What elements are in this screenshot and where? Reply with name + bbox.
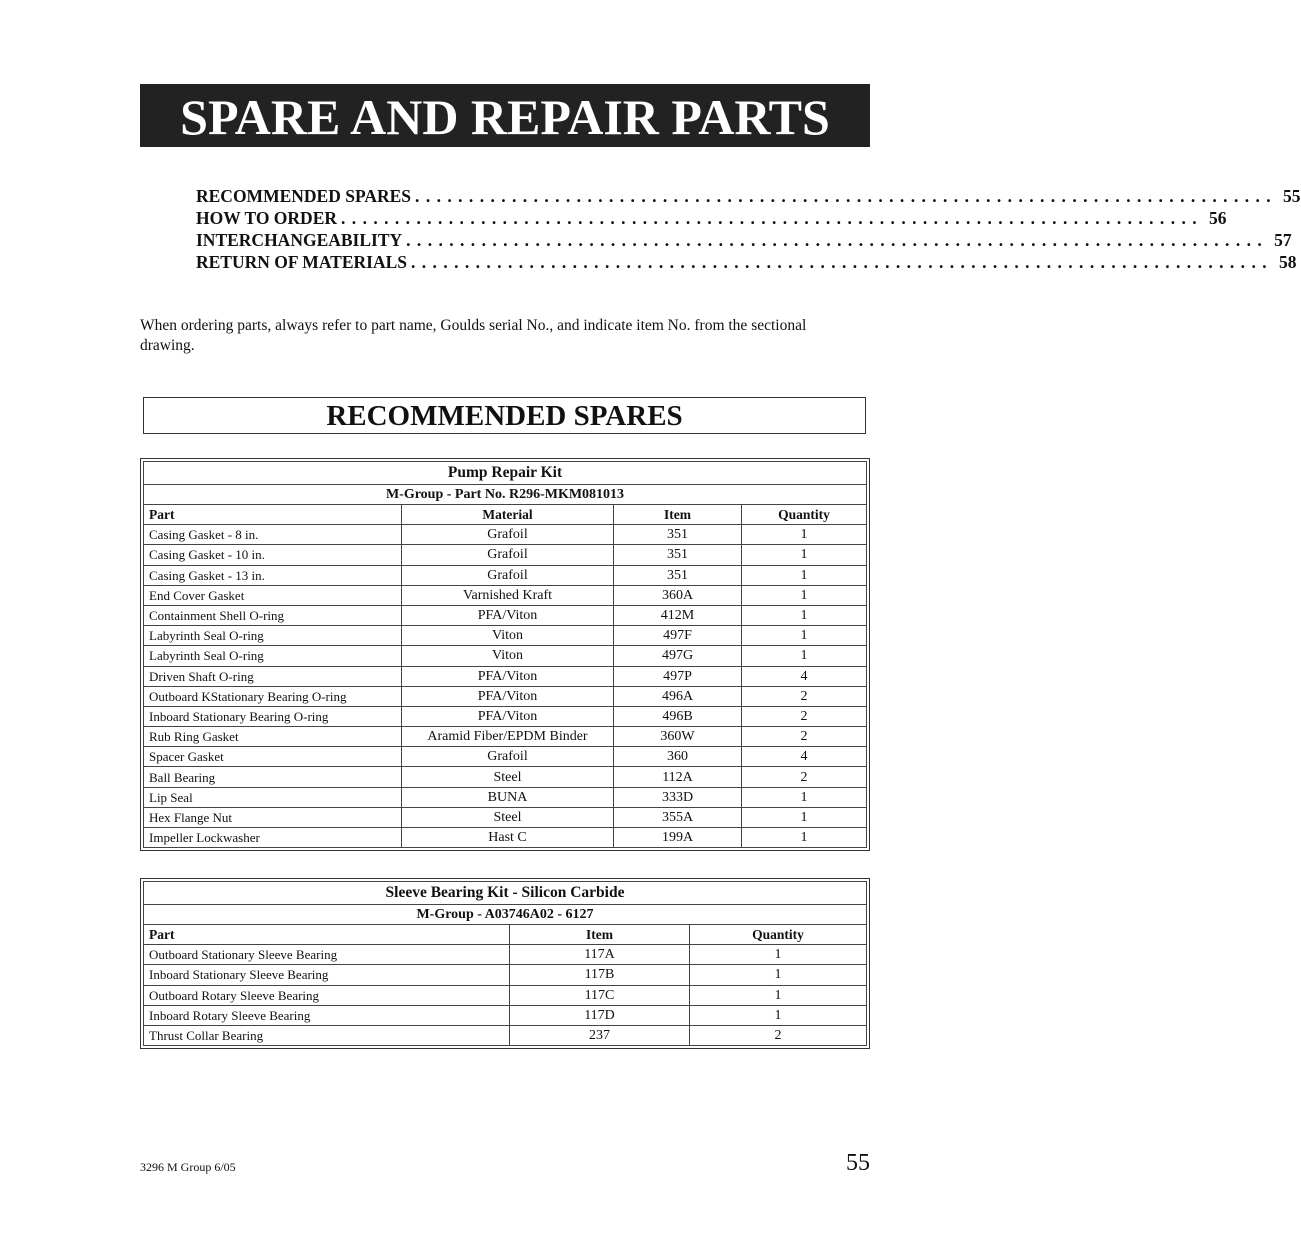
cell-value: 351 xyxy=(614,525,742,545)
cell-value: 2 xyxy=(690,1025,867,1045)
cell-value: 1 xyxy=(742,626,867,646)
cell-part: Inboard Stationary Bearing O-ring xyxy=(144,706,402,726)
cell-value: Hast C xyxy=(402,828,614,848)
table-row xyxy=(144,585,867,605)
toc-entry-page: 58 xyxy=(1279,252,1297,272)
section-heading-box xyxy=(143,397,866,434)
column-header-quantity: Quantity xyxy=(742,505,867,525)
table-row xyxy=(144,747,867,767)
table-row xyxy=(144,646,867,666)
cell-value: Varnished Kraft xyxy=(402,585,614,605)
cell-part: Rub Ring Gasket xyxy=(144,727,402,747)
cell-value: 117D xyxy=(510,1005,690,1025)
table-row xyxy=(144,565,867,585)
cell-value: 412M xyxy=(614,605,742,625)
toc-entry-label: INTERCHANGEABILITY xyxy=(196,230,403,250)
table-row xyxy=(144,706,867,726)
pump-repair-kit-table xyxy=(140,458,870,851)
cell-value: Aramid Fiber/EPDM Binder xyxy=(402,727,614,747)
cell-value: 2 xyxy=(742,686,867,706)
table-row xyxy=(144,787,867,807)
cell-value: 496B xyxy=(614,706,742,726)
intro-paragraph: When ordering parts, always refer to part name, Goulds serial No., and indicate item No. from the sectional drawing. xyxy=(140,317,807,354)
toc-leader-dots: ................................................................................ xyxy=(341,208,1204,228)
cell-part: Outboard Stationary Sleeve Bearing xyxy=(144,945,510,965)
table-subtitle: M-Group - A03746A02 - 6127 xyxy=(144,905,867,925)
table-row xyxy=(144,807,867,827)
cell-value: 360 xyxy=(614,747,742,767)
cell-part: Casing Gasket - 10 in. xyxy=(144,545,402,565)
cell-part: Driven Shaft O-ring xyxy=(144,666,402,686)
toc-entry[interactable] xyxy=(196,186,1301,208)
cell-value: 2 xyxy=(742,767,867,787)
table-row xyxy=(144,605,867,625)
cell-part: Containment Shell O-ring xyxy=(144,605,402,625)
table-row xyxy=(144,626,867,646)
table-row xyxy=(144,985,867,1005)
table-row xyxy=(144,965,867,985)
cell-value: 1 xyxy=(690,965,867,985)
cell-value: 1 xyxy=(742,828,867,848)
column-header-part: Part xyxy=(144,505,402,525)
cell-value: 1 xyxy=(690,1005,867,1025)
cell-part: Inboard Stationary Sleeve Bearing xyxy=(144,965,510,985)
cell-value: 117C xyxy=(510,985,690,1005)
table-title: Sleeve Bearing Kit - Silicon Carbide xyxy=(144,882,867,905)
table-row xyxy=(144,666,867,686)
cell-value: 1 xyxy=(690,945,867,965)
table-row xyxy=(144,945,867,965)
toc-leader-dots: ................................................................................ xyxy=(406,230,1269,250)
cell-value: 1 xyxy=(742,646,867,666)
page-number: 55 xyxy=(846,1150,870,1176)
cell-value: 1 xyxy=(742,605,867,625)
cell-value: BUNA xyxy=(402,787,614,807)
cell-value: 1 xyxy=(742,525,867,545)
table-row xyxy=(144,828,867,848)
toc-entry[interactable] xyxy=(196,252,1297,274)
sleeve-bearing-kit-table xyxy=(140,878,870,1049)
cell-value: 360W xyxy=(614,727,742,747)
cell-part: Outboard Rotary Sleeve Bearing xyxy=(144,985,510,1005)
cell-value: 1 xyxy=(742,545,867,565)
cell-value: 1 xyxy=(742,807,867,827)
cell-value: 360A xyxy=(614,585,742,605)
cell-value: PFA/Viton xyxy=(402,666,614,686)
cell-part: Labyrinth Seal O-ring xyxy=(144,646,402,666)
column-header-material: Material xyxy=(402,505,614,525)
cell-part: Casing Gasket - 8 in. xyxy=(144,525,402,545)
cell-value: Viton xyxy=(402,626,614,646)
cell-value: 1 xyxy=(742,565,867,585)
cell-value: 497P xyxy=(614,666,742,686)
cell-part: Inboard Rotary Sleeve Bearing xyxy=(144,1005,510,1025)
cell-part: Impeller Lockwasher xyxy=(144,828,402,848)
table-row xyxy=(144,727,867,747)
page-title-bar xyxy=(140,84,870,147)
section-title: RECOMMENDED SPARES xyxy=(326,400,683,432)
cell-value: 237 xyxy=(510,1025,690,1045)
cell-value: 497F xyxy=(614,626,742,646)
toc-entry-page: 57 xyxy=(1274,230,1292,250)
cell-value: Viton xyxy=(402,646,614,666)
cell-value: 1 xyxy=(742,787,867,807)
cell-part: Casing Gasket - 13 in. xyxy=(144,565,402,585)
table-row xyxy=(144,767,867,787)
cell-value: 2 xyxy=(742,727,867,747)
column-header-item: Item xyxy=(510,925,690,945)
cell-value: 1 xyxy=(690,985,867,1005)
toc-entry[interactable] xyxy=(196,230,1292,252)
toc-leader-dots: ................................................................................ xyxy=(411,252,1273,272)
cell-value: 117B xyxy=(510,965,690,985)
cell-part: End Cover Gasket xyxy=(144,585,402,605)
toc-entry-page: 56 xyxy=(1209,208,1227,228)
table-subtitle: M-Group - Part No. R296-MKM081013 xyxy=(144,485,867,505)
cell-value: 351 xyxy=(614,545,742,565)
cell-value: 199A xyxy=(614,828,742,848)
cell-part: Ball Bearing xyxy=(144,767,402,787)
cell-value: Grafoil xyxy=(402,565,614,585)
cell-part: Hex Flange Nut xyxy=(144,807,402,827)
table-of-contents xyxy=(196,186,1301,274)
column-header-part: Part xyxy=(144,925,510,945)
cell-value: 351 xyxy=(614,565,742,585)
cell-value: 112A xyxy=(614,767,742,787)
page-title: SPARE AND REPAIR PARTS xyxy=(180,89,830,145)
cell-part: Thrust Collar Bearing xyxy=(144,1025,510,1045)
cell-value: 117A xyxy=(510,945,690,965)
column-header-quantity: Quantity xyxy=(690,925,867,945)
cell-part: Lip Seal xyxy=(144,787,402,807)
cell-value: 2 xyxy=(742,706,867,726)
toc-entry-label: RETURN OF MATERIALS xyxy=(196,252,407,272)
cell-value: Grafoil xyxy=(402,525,614,545)
cell-value: PFA/Viton xyxy=(402,686,614,706)
table-row xyxy=(144,525,867,545)
toc-entry[interactable] xyxy=(196,208,1227,230)
table-title: Pump Repair Kit xyxy=(144,462,867,485)
cell-value: 497G xyxy=(614,646,742,666)
document-reference: 3296 M Group 6/05 xyxy=(140,1160,236,1174)
table-row xyxy=(144,686,867,706)
cell-value: Grafoil xyxy=(402,545,614,565)
cell-value: PFA/Viton xyxy=(402,706,614,726)
toc-entry-page: 55 xyxy=(1283,186,1301,206)
cell-part: Outboard KStationary Bearing O-ring xyxy=(144,686,402,706)
toc-leader-dots: ................................................................................ xyxy=(415,186,1278,206)
cell-value: Steel xyxy=(402,767,614,787)
cell-value: 1 xyxy=(742,585,867,605)
cell-value: 4 xyxy=(742,747,867,767)
cell-value: Grafoil xyxy=(402,747,614,767)
table-row xyxy=(144,1025,867,1045)
cell-value: 496A xyxy=(614,686,742,706)
toc-entry-label: HOW TO ORDER xyxy=(196,208,338,228)
cell-value: 333D xyxy=(614,787,742,807)
table-row xyxy=(144,545,867,565)
cell-value: 4 xyxy=(742,666,867,686)
column-header-item: Item xyxy=(614,505,742,525)
table-row xyxy=(144,1005,867,1025)
cell-part: Spacer Gasket xyxy=(144,747,402,767)
cell-value: 355A xyxy=(614,807,742,827)
cell-part: Labyrinth Seal O-ring xyxy=(144,626,402,646)
toc-entry-label: RECOMMENDED SPARES xyxy=(196,186,412,206)
cell-value: Steel xyxy=(402,807,614,827)
cell-value: PFA/Viton xyxy=(402,605,614,625)
